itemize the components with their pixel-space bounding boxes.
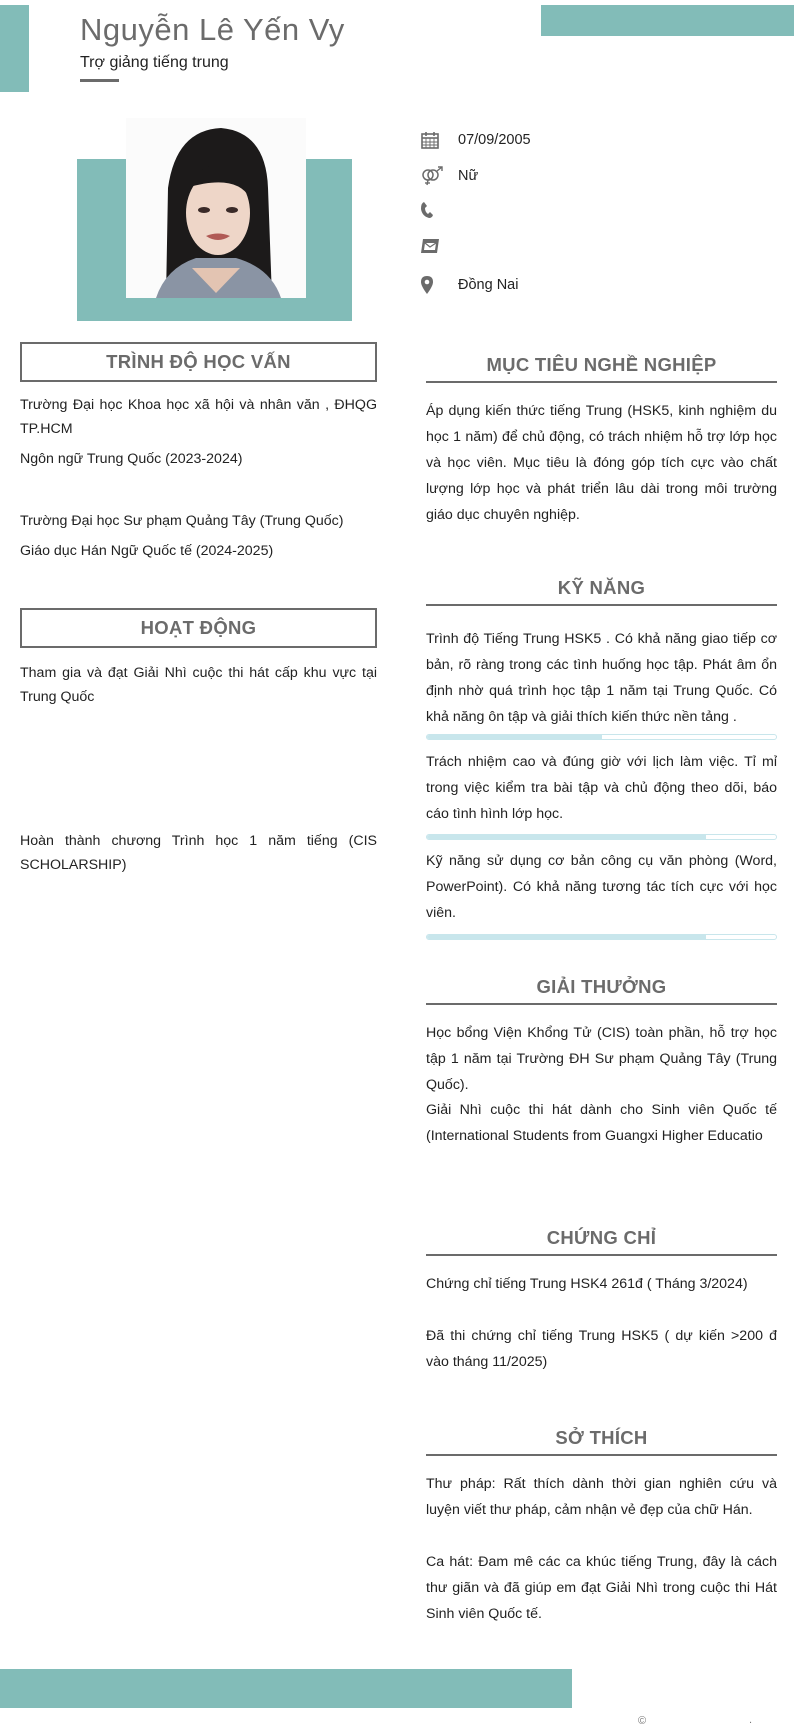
contact-phone [420,198,458,222]
candidate-name: Nguyễn Lê Yến Vy [80,12,345,47]
birthday-value: 07/09/2005 [458,132,531,148]
skill-item-1: Trình độ Tiếng Trung HSK5 . Có khả năng giao tiếp cơ bản, rõ ràng trong các tình huống học tập. Phát âm ổn định nhờ quá trình học tập 1 năm tại Trung Quốc. Có khả năng ôn tập và giải thích kiến thức nền tảng . [426,631,777,725]
objective-heading: MỤC TIÊU NGHỀ NGHIỆP [426,353,777,383]
location-value: Đồng Nai [458,277,519,293]
portrait-illustration [126,118,306,298]
contact-gender [420,164,478,188]
skill-level-fill [427,835,706,839]
education-heading: TRÌNH ĐỘ HỌC VẤN [20,342,377,382]
job-position: Trợ giảng tiếng trung [80,54,229,71]
contact-email [420,234,458,258]
certificates-heading: CHỨNG CHỈ [426,1226,777,1256]
avatar [126,118,306,298]
objective-text: Áp dụng kiến thức tiếng Trung (HSK5, kinh nghiệm du học 1 năm) để chủ động, có trách nhiệm hỗ trợ lớp học và học viên. Mục tiêu là đóng góp tích cực vào chất lượng lớp học và phát triển lâu dài trong môi trường giáo dục chuyên nghiệp. [426,403,777,523]
hobby-item-2: Ca hát: Đam mê các ca khúc tiếng Trung, đây là cách thư giãn và đã giúp em đạt Giải Nhì trong cuộc thi Hát Sinh viên Quốc tế. [426,1554,777,1622]
email-icon [420,235,446,257]
skill-item-3: Kỹ năng sử dụng cơ bản công cụ văn phòng (Word, PowerPoint). Có khả năng tương tác tích cực với học viên. [426,853,777,921]
gender-icon [420,165,446,187]
certificate-item-2: Đã thi chứng chỉ tiếng Trung HSK5 ( dự kiến >200 đ vào tháng 11/2025) [426,1328,777,1370]
location-icon [420,274,446,296]
footer-dot: . [749,1714,753,1726]
certificate-item-1: Chứng chỉ tiếng Trung HSK4 261đ ( Tháng 3/2024) [426,1276,748,1292]
awards-heading: GIẢI THƯỞNG [426,975,777,1005]
activity-item-1: Tham gia và đạt Giải Nhì cuộc thi hát cấp khu vực tại Trung Quốc [20,665,377,705]
education-major-1: Ngôn ngữ Trung Quốc (2023-2024) [20,451,243,467]
skill-level-bar-3 [426,934,777,940]
contact-location [420,273,518,297]
position-underline [80,79,119,82]
copyright-mark: © [638,1715,647,1727]
skill-level-fill [427,735,602,739]
skill-level-bar-1 [426,734,777,740]
bottom-accent-bar [0,1669,572,1708]
skill-level-bar-2 [426,834,777,840]
left-accent-bar [0,5,29,92]
top-right-accent-bar [541,5,794,36]
activity-item-2: Hoàn thành chương Trình học 1 năm tiếng (CIS SCHOLARSHIP) [20,833,377,873]
skills-heading: KỸ NĂNG [426,576,777,606]
education-major-2: Giáo dục Hán Ngữ Quốc tế (2024-2025) [20,543,274,559]
education-school-1: Trường Đại học Khoa học xã hội và nhân văn , ĐHQG TP.HCM [20,397,377,437]
skill-item-2: Trách nhiệm cao và đúng giờ với lịch làm việc. Tỉ mỉ trong việc kiểm tra bài tập và chủ động theo dõi, báo cáo tình hình lớp học. [426,754,777,822]
award-item-2: Giải Nhì cuộc thi hát dành cho Sinh viên Quốc tế (International Students from Guangxi Higher Educatio [426,1102,777,1144]
hobbies-heading: SỞ THÍCH [426,1426,777,1456]
phone-icon [420,199,446,221]
activities-heading: HOẠT ĐỘNG [20,608,377,648]
contact-birthday [420,128,531,152]
award-item-1: Học bổng Viện Khổng Tử (CIS) toàn phần, hỗ trợ học tập 1 năm tại Trường ĐH Sư phạm Quảng Tây (Trung Quốc). [426,1025,777,1093]
gender-value: Nữ [458,168,479,184]
hobby-item-1: Thư pháp: Rất thích dành thời gian nghiên cứu và luyện viết thư pháp, cảm nhận vẻ đẹp của chữ Hán. [426,1476,777,1518]
calendar-icon [420,129,446,151]
education-school-2: Trường Đại học Sư phạm Quảng Tây (Trung Quốc) [20,513,344,529]
skill-level-fill [427,935,706,939]
